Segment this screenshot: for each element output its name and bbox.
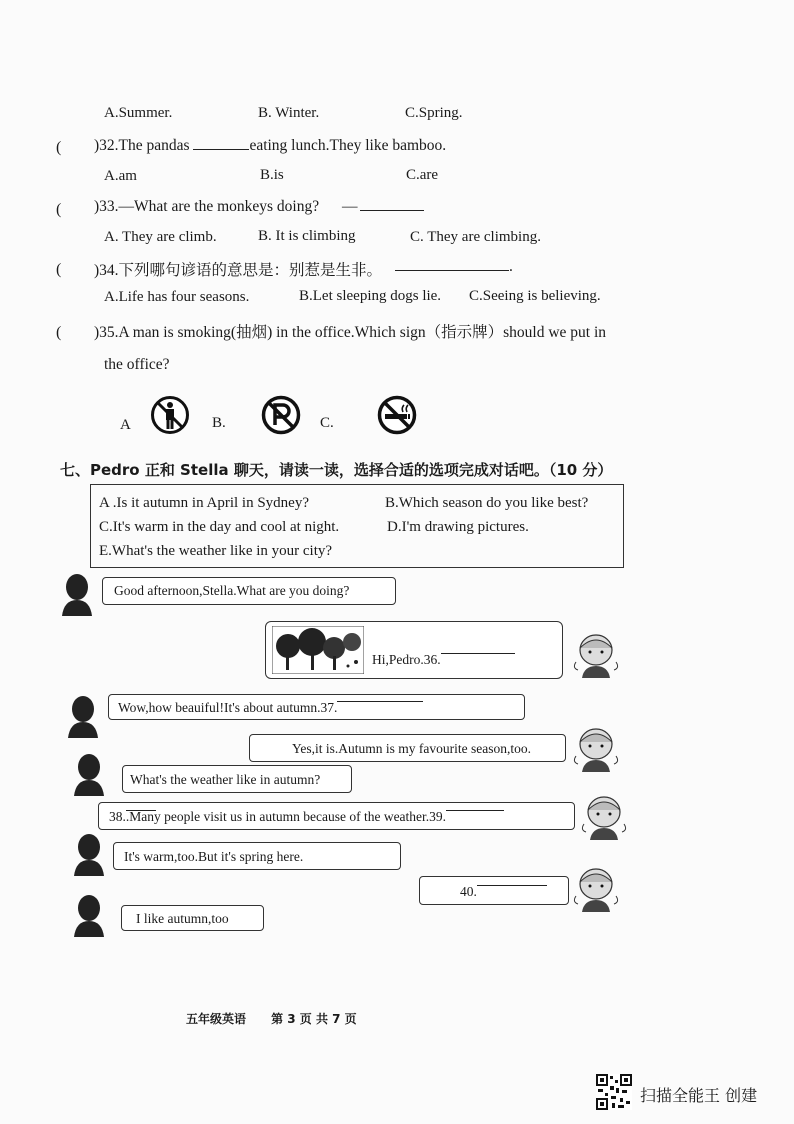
- stella-avatar-icon: [568, 726, 624, 772]
- q34-option-b: B.Let sleeping dogs lie.: [299, 288, 442, 304]
- q34-end: .: [509, 258, 513, 275]
- q31-option-a: A.Summer.: [104, 105, 173, 121]
- q35-option-c-label: C.: [320, 415, 334, 431]
- dialog-text-3: Wow,how beauiful!It's about autumn.37.: [118, 700, 337, 716]
- q33-option-c: C. They are climbing.: [410, 229, 541, 245]
- q34-question: )34.下列哪句谚语的意思是：别惹是生非。: [94, 262, 383, 279]
- dialog-bubble-7: [113, 842, 401, 870]
- options-box: [90, 484, 624, 568]
- q33-blank: [360, 209, 424, 211]
- dialog-bubble-5: [122, 765, 352, 793]
- dialog-text-6: 38. .Many people visit us in autumn because of the weather.39.: [109, 809, 446, 825]
- q33-answer-line: [342, 198, 424, 216]
- q34-answer-line: [395, 258, 513, 276]
- no-smoking-sign-icon: [377, 395, 417, 435]
- q34-blank: [395, 269, 509, 271]
- dialog-bubble-3: [108, 694, 525, 720]
- option-b: B.Which season do you like best?: [385, 495, 589, 511]
- pedro-avatar-icon: [60, 572, 94, 616]
- q33-option-b: B. It is climbing: [258, 228, 356, 244]
- q34-option-c: C.Seeing is believing.: [469, 288, 601, 304]
- dialog-bubble-8: [419, 876, 569, 905]
- dialog-text-2: Hi,Pedro.36.: [372, 652, 441, 668]
- no-parking-sign-icon: [261, 395, 301, 435]
- stella-avatar-icon: [568, 632, 624, 678]
- q32-prefix: )32.The pandas: [94, 137, 190, 154]
- dialog-bubble-9: [121, 905, 264, 931]
- pedro-avatar-icon: [72, 832, 106, 876]
- q32-paren: (: [56, 139, 62, 156]
- dialog-bubble-1: [102, 577, 396, 605]
- q32-option-b: B.is: [260, 167, 284, 183]
- pedro-avatar-icon: [66, 694, 100, 738]
- page-footer: 五年级英语 第 3 页 共 7 页: [186, 1012, 357, 1026]
- q33-dash: —: [342, 198, 358, 215]
- option-a: A .Is it autumn in April in Sydney?: [99, 495, 309, 511]
- q32-option-c: C.are: [406, 167, 439, 183]
- option-c: C.It's warm in the day and cool at night.: [99, 519, 340, 535]
- q34-option-a: A.Life has four seasons.: [104, 289, 250, 305]
- q33-option-a: A. They are climb.: [104, 229, 217, 245]
- q31-option-c: C.Spring.: [405, 105, 463, 121]
- q35-paren: (: [56, 324, 62, 341]
- dialog-text-8: 40.: [460, 884, 477, 900]
- dialog-bubble-6: [98, 802, 575, 830]
- dialog-text-1: Good afternoon,Stella.What are you doing?: [114, 583, 350, 598]
- dialog-bubble-4: [249, 734, 566, 762]
- dialog-bubble-2: [265, 621, 563, 679]
- stella-avatar-icon: [576, 794, 632, 840]
- q35-question-line1: )35.A man is smoking(抽烟) in the office.Which sign（指示牌）should we put in: [94, 324, 607, 341]
- scanner-watermark-text: 扫描全能王 创建: [640, 1086, 758, 1105]
- option-e: E.What's the weather like in your city?: [99, 543, 333, 559]
- autumn-trees-picture-icon: [272, 626, 364, 674]
- section7-title: 七、Pedro 正和 Stella 聊天，请读一读，选择合适的选项完成对话吧。（10 分）: [60, 461, 613, 479]
- q35-question-line2: the office?: [104, 356, 170, 373]
- no-pedestrian-sign-icon: [150, 395, 190, 435]
- q33-question: )33.—What are the monkeys doing?: [94, 198, 320, 215]
- dialog-text-7: It's warm,too.But it's spring here.: [124, 849, 304, 864]
- qr-code-icon: [596, 1074, 632, 1110]
- dialog-text-9: I like autumn,too: [136, 911, 229, 926]
- q35-option-a-label: A: [120, 417, 131, 433]
- q35-option-b-label: B.: [212, 415, 226, 431]
- q32-question: [94, 137, 446, 155]
- stella-avatar-icon: [568, 866, 624, 912]
- q33-paren: (: [56, 201, 62, 218]
- q31-option-b: B. Winter.: [258, 105, 320, 121]
- pedro-avatar-icon: [72, 893, 106, 937]
- q32-suffix: eating lunch.They like bamboo.: [249, 137, 447, 154]
- option-d: D.I'm drawing pictures.: [387, 519, 529, 535]
- dialog-text-5: What's the weather like in autumn?: [130, 772, 321, 787]
- q32-option-a: A.am: [104, 168, 137, 184]
- dialog-text-4: Yes,it is.Autumn is my favourite season,too.: [292, 741, 531, 756]
- q34-paren: (: [56, 261, 62, 278]
- pedro-avatar-icon: [72, 752, 106, 796]
- q32-blank: [193, 148, 249, 150]
